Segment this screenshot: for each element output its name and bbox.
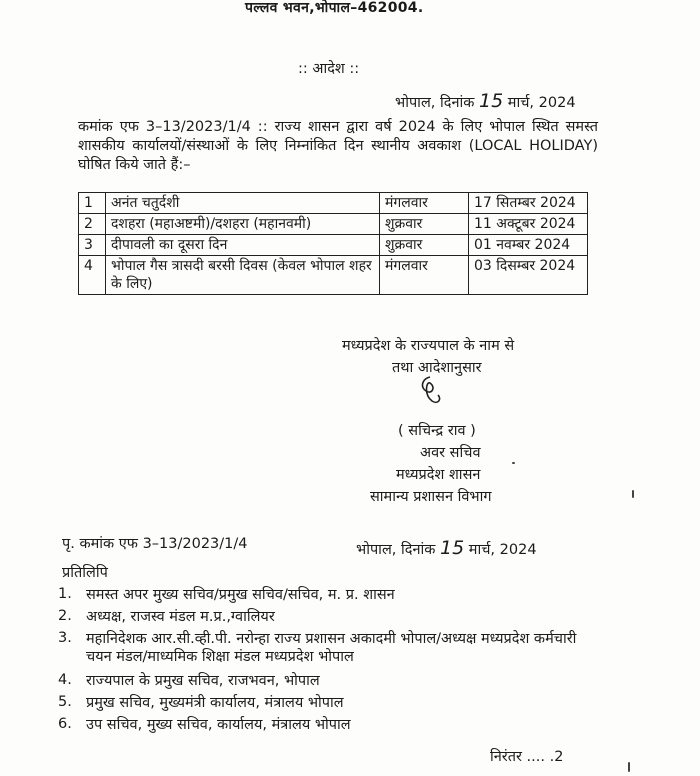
date-day: 15 <box>479 90 504 112</box>
date-rest: मार्च, 2024 <box>468 542 537 558</box>
list-item: 4. राज्यपाल के प्रमुख सचिव, राजभवन, भोपाल <box>58 672 320 689</box>
table-row <box>79 214 588 235</box>
signatory-designation: अवर सचिव <box>420 445 481 461</box>
date-rest: मार्च, 2024 <box>507 95 576 111</box>
holiday-weekday: शुक्रवार <box>380 214 469 235</box>
holiday-number: 4 <box>79 256 106 295</box>
holiday-weekday: मंगलवार <box>380 256 469 295</box>
signatory-office: मध्यप्रदेश शासन <box>396 467 481 483</box>
date-day: 15 <box>440 537 465 559</box>
holiday-date: 01 नवम्बर 2024 <box>469 235 588 256</box>
list-item: 5. प्रमुख सचिव, मुख्यमंत्री कार्यालय, मंत्रालय भोपाल <box>58 694 344 711</box>
holiday-weekday: मंगलवार <box>380 193 469 214</box>
holiday-number: 1 <box>79 193 106 214</box>
holiday-number: 3 <box>79 235 106 256</box>
scan-mark <box>632 490 634 498</box>
signatory-department: सामान्य प्रशासन विभाग <box>370 489 492 505</box>
holiday-date: 17 सितम्बर 2024 <box>469 193 588 214</box>
holiday-date: 11 अक्टूबर 2024 <box>469 214 588 235</box>
order-paragraph: कमांक एफ 3–13/2023/1/4 :: राज्य शासन द्वारा वर्ष 2024 के लिए भोपाल स्थित समस्त शासकीय कार्यालयों/संस्थाओं के लिए निम्नांकित दिन स्थानीय अवकाश (LOCAL HOLIDAY) घोषित किये जाते हैं:– <box>78 119 598 173</box>
continued-note: निरंतर .... .2 <box>490 749 564 765</box>
list-item: 3. महानिदेशक आर.सी.व्ही.पी. नरोन्हा राज्य प्रशासन अकादमी भोपाल/अध्यक्ष मध्यप्रदेश कर्मचारी चयन मंडल/माध्यमिक शिक्षा मंडल मध्यप्रदेश भोपाल <box>58 630 577 665</box>
signatory-name: ( सचिन्द्र राव ) <box>398 423 476 439</box>
holiday-name: दीपावली का दूसरा दिन <box>106 235 380 256</box>
copy-date <box>356 537 537 559</box>
header-address: पल्लव भवन,भोपाल–462004. <box>245 0 424 16</box>
holiday-weekday: शुक्रवार <box>380 235 469 256</box>
date-prefix: भोपाल, दिनांक <box>356 542 436 558</box>
table-row <box>79 193 588 214</box>
copy-label: प्रतिलिपि <box>62 565 108 581</box>
list-item: 6. उप सचिव, मुख्य सचिव, कार्यालय, मंत्रालय भोपाल <box>58 716 351 733</box>
handwritten-signature <box>412 373 452 407</box>
scan-mark <box>628 762 630 772</box>
holiday-name: अनंत चतुर्दशी <box>106 193 380 214</box>
order-date <box>395 90 576 112</box>
scan-mark <box>512 462 515 464</box>
list-item: 1. समस्त अपर मुख्य सचिव/प्रमुख सचिव/सचिव, म. प्र. शासन <box>58 586 395 603</box>
holiday-table <box>78 192 588 295</box>
copy-reference: पृ. कमांक एफ 3–13/2023/1/4 <box>62 536 248 552</box>
holiday-name: भोपाल गैस त्रासदी बरसी दिवस (केवल भोपाल शहर के लिए) <box>106 256 380 295</box>
holiday-name: दशहरा (महाअष्टमी)/दशहरा (महानवमी) <box>106 214 380 235</box>
signature-line-2: तथा आदेशानुसार <box>392 360 482 376</box>
date-prefix: भोपाल, दिनांक <box>395 95 475 111</box>
table-row <box>79 256 588 295</box>
order-title: :: आदेश :: <box>298 61 360 77</box>
holiday-number: 2 <box>79 214 106 235</box>
holiday-date: 03 दिसम्बर 2024 <box>469 256 588 295</box>
table-row <box>79 235 588 256</box>
list-item: 2. अध्यक्ष, राजस्व मंडल म.प्र.,ग्वालियर <box>58 608 275 625</box>
signature-line-1: मध्यप्रदेश के राज्यपाल के नाम से <box>342 338 515 354</box>
